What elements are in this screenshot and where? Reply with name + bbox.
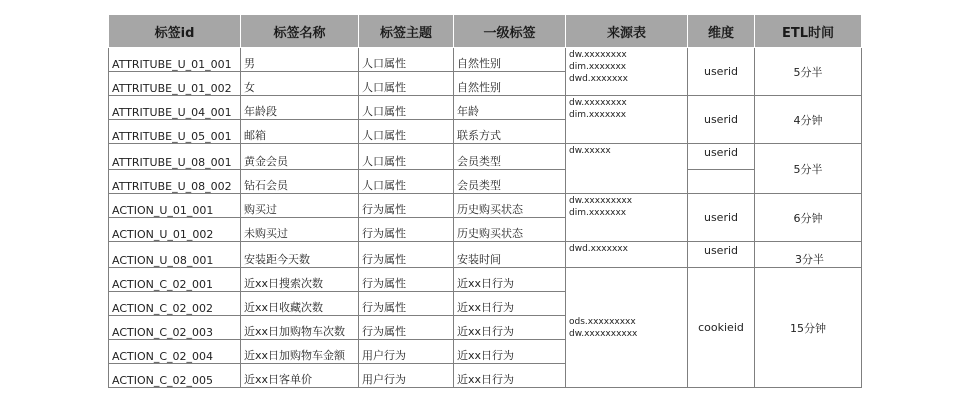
source-table-name: ods.xxxxxxxxx [569, 316, 636, 327]
source-table-name: dw.xxxxxxxx [569, 50, 627, 60]
cell-tag-name[interactable]: 年龄段 [241, 96, 359, 120]
cell-level1-tag[interactable]: 会员类型 [454, 170, 566, 194]
cell-level1-tag[interactable]: 会员类型 [454, 144, 566, 170]
cell-source-table[interactable] [566, 194, 688, 242]
cell-tag-name[interactable]: 未购买过 [241, 218, 359, 242]
source-table-name: dim.xxxxxxx [569, 62, 627, 72]
header-dimension[interactable]: 维度 [688, 15, 755, 48]
cell-tag-theme[interactable]: 行为属性 [359, 268, 454, 292]
cell-level1-tag[interactable]: 联系方式 [454, 120, 566, 144]
table-row [109, 144, 862, 170]
cell-tag-name[interactable]: 购买过 [241, 194, 359, 218]
table-row [109, 96, 862, 120]
cell-etl-time[interactable]: 5分半 [755, 144, 862, 194]
table-row [109, 194, 862, 218]
cell-tag-id[interactable]: ATTRITUBE_U_08_002 [109, 170, 241, 194]
cell-source-table[interactable] [566, 242, 688, 268]
cell-level1-tag[interactable]: 自然性别 [454, 72, 566, 96]
cell-tag-id[interactable]: ATTRITUBE_U_01_001 [109, 48, 241, 72]
cell-etl-time[interactable]: 5分半 [755, 48, 862, 96]
source-table-name: dwd.xxxxxxx [569, 74, 628, 84]
cell-tag-name[interactable]: 近xx日搜索次数 [241, 268, 359, 292]
cell-level1-tag[interactable]: 自然性别 [454, 48, 566, 72]
cell-level1-tag[interactable]: 近xx日行为 [454, 340, 566, 364]
source-table-name: dw.xxxxxxxx [569, 98, 627, 108]
cell-dimension[interactable]: cookieid [688, 268, 755, 388]
cell-tag-name[interactable]: 邮箱 [241, 120, 359, 144]
cell-level1-tag[interactable]: 历史购买状态 [454, 218, 566, 242]
source-table-name: dim.xxxxxxx [569, 110, 627, 120]
table-row [109, 48, 862, 72]
header-level1-tag[interactable]: 一级标签 [454, 15, 566, 48]
cell-tag-id[interactable]: ACTION_U_01_002 [109, 218, 241, 242]
cell-level1-tag[interactable]: 安装时间 [454, 242, 566, 268]
cell-tag-id[interactable]: ATTRITUBE_U_05_001 [109, 120, 241, 144]
cell-tag-id[interactable]: ATTRITUBE_U_08_001 [109, 144, 241, 170]
cell-tag-id[interactable]: ACTION_U_08_001 [109, 242, 241, 268]
source-table-name: dim.xxxxxxx [569, 208, 627, 218]
header-tag-name[interactable]: 标签名称 [241, 15, 359, 48]
source-table-name: dw.xxxxxxxxxx [569, 328, 638, 339]
cell-tag-id[interactable]: ACTION_C_02_003 [109, 316, 241, 340]
cell-dimension[interactable]: userid [688, 194, 755, 242]
cell-level1-tag[interactable]: 近xx日行为 [454, 292, 566, 316]
cell-tag-theme[interactable]: 行为属性 [359, 292, 454, 316]
cell-tag-id[interactable]: ATTRITUBE_U_01_002 [109, 72, 241, 96]
cell-tag-theme[interactable]: 用户行为 [359, 364, 454, 388]
cell-tag-id[interactable]: ACTION_C_02_002 [109, 292, 241, 316]
cell-tag-theme[interactable]: 行为属性 [359, 218, 454, 242]
header-etl-time[interactable]: ETL时间 [755, 15, 862, 48]
cell-etl-time[interactable]: 3分半 [755, 242, 862, 268]
cell-source-table[interactable] [566, 268, 688, 388]
header-tag-id[interactable]: 标签id [109, 15, 241, 48]
cell-tag-name[interactable]: 女 [241, 72, 359, 96]
cell-dimension[interactable]: userid [688, 96, 755, 144]
cell-tag-id[interactable]: ATTRITUBE_U_04_001 [109, 96, 241, 120]
source-table-name: dw.xxxxx [569, 146, 611, 156]
cell-level1-tag[interactable]: 历史购买状态 [454, 194, 566, 218]
cell-tag-name[interactable]: 男 [241, 48, 359, 72]
table-row [109, 268, 862, 292]
cell-tag-name[interactable]: 近xx日加购物车次数 [241, 316, 359, 340]
source-table-name: dwd.xxxxxxx [569, 244, 628, 254]
header-row [109, 15, 862, 48]
cell-tag-theme[interactable]: 人口属性 [359, 96, 454, 120]
table-row [109, 242, 862, 268]
cell-tag-theme[interactable]: 用户行为 [359, 340, 454, 364]
cell-tag-theme[interactable]: 人口属性 [359, 72, 454, 96]
header-source-table[interactable]: 来源表 [566, 15, 688, 48]
cell-tag-theme[interactable]: 人口属性 [359, 120, 454, 144]
table-row [109, 170, 862, 194]
cell-dimension-empty[interactable] [688, 170, 755, 194]
cell-dimension[interactable]: userid [688, 48, 755, 96]
cell-level1-tag[interactable]: 近xx日行为 [454, 316, 566, 340]
cell-source-table[interactable] [566, 96, 688, 144]
cell-etl-time[interactable]: 4分钟 [755, 96, 862, 144]
cell-tag-theme[interactable]: 人口属性 [359, 144, 454, 170]
tag-table-sheet [108, 14, 862, 388]
cell-tag-name[interactable]: 钻石会员 [241, 170, 359, 194]
cell-tag-theme[interactable]: 行为属性 [359, 242, 454, 268]
cell-tag-theme[interactable]: 行为属性 [359, 316, 454, 340]
cell-tag-theme[interactable]: 人口属性 [359, 48, 454, 72]
cell-tag-theme[interactable]: 人口属性 [359, 170, 454, 194]
header-tag-theme[interactable]: 标签主题 [359, 15, 454, 48]
source-table-name: dw.xxxxxxxxx [569, 196, 633, 206]
cell-tag-id[interactable]: ACTION_C_02_004 [109, 340, 241, 364]
cell-tag-name[interactable]: 安装距今天数 [241, 242, 359, 268]
cell-tag-id[interactable]: ACTION_C_02_001 [109, 268, 241, 292]
cell-level1-tag[interactable]: 近xx日行为 [454, 268, 566, 292]
cell-dimension[interactable]: userid [688, 144, 755, 170]
cell-source-table[interactable] [566, 144, 688, 194]
tag-table [108, 14, 862, 388]
cell-tag-name[interactable]: 近xx日加购物车金额 [241, 340, 359, 364]
cell-tag-name[interactable]: 近xx日收藏次数 [241, 292, 359, 316]
cell-level1-tag[interactable]: 近xx日行为 [454, 364, 566, 388]
cell-tag-id[interactable]: ACTION_U_01_001 [109, 194, 241, 218]
cell-dimension[interactable]: userid [688, 242, 755, 268]
cell-tag-id[interactable]: ACTION_C_02_005 [109, 364, 241, 388]
cell-source-table[interactable] [566, 48, 688, 96]
cell-etl-time[interactable]: 6分钟 [755, 194, 862, 242]
cell-level1-tag[interactable]: 年龄 [454, 96, 566, 120]
cell-tag-name[interactable]: 近xx日客单价 [241, 364, 359, 388]
cell-etl-time[interactable]: 15分钟 [755, 268, 862, 388]
cell-tag-name[interactable]: 黄金会员 [241, 144, 359, 170]
cell-tag-theme[interactable]: 行为属性 [359, 194, 454, 218]
